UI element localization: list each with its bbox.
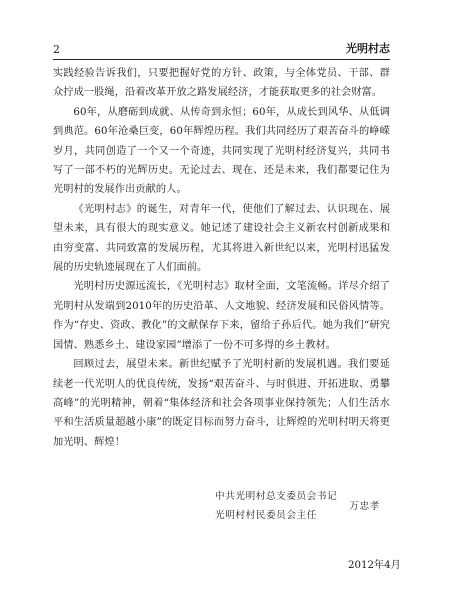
- preface-body: [53, 64, 390, 452]
- signature-date: 2012年4月: [348, 560, 401, 571]
- signatory-title-committee-director: 光明村村民委员会主任: [215, 510, 317, 521]
- paragraph-continuation: 实践经验告诉我们，只要把握好党的方针、政策，与全体党员、干部、群众拧成一股绳，沿着改革开放之路发展经济，才能获取更多的社会财富。: [53, 68, 390, 99]
- running-title: 光明村志: [346, 42, 390, 55]
- page-number: 2: [53, 43, 60, 56]
- paragraph-birth-of-gazetteer: 《光明村志》的诞生，对青年一代，使他们了解过去、认识现在、展望未来，具有很大的现实意义。她记述了建设社会主义新农村创新成果和由穷变富、共同致富的发展历程，尤其将进入新世纪以来，光明村迅猛发展的历史轨迹展现在了人们面前。: [53, 203, 390, 274]
- paragraph-outlook: 回顾过去，展望未来。新世纪赋予了光明村新的发展机遇。我们要延续老一代光明人的优良传统，发扬“艰苦奋斗、与时俱进、开拓进取、勇攀高峰”的光明精神，朝着“集体经济和社会各项事业保持领先；人们生活水平和生活质量超越小康”的既定目标而努力奋斗，让辉煌的光明村明天将更加光明、辉煌！: [53, 359, 390, 448]
- signatory-title-party-secretary: 中共光明村总支委员会书记: [215, 491, 338, 502]
- paragraph-history-content: 光明村历史源远流长，《光明村志》取材全面，文笔流畅。详尽介绍了光明村从发端到2010年的历史沿革、人文地貌、经济发展和民俗风情等。作为“存史、资政、教化”的文献保存下来，留给子孙后代。她为我们“研究国情、熟悉乡土、建设家园”增添了一份不可多得的乡土教材。: [53, 281, 390, 351]
- signature-block: [215, 487, 380, 525]
- page-header: [53, 38, 390, 60]
- paragraph-sixty-years: 60年，从磨砺到成就、从传奇到永恒；60年，从成长到风华、从低调到典范。60年沧桑巨变，60年辉煌历程。我们共同经历了艰苦奋斗的峥嵘岁月，共同创造了一个又一个奇迹，共同实现了光明村经济复兴，共同书写了一部不朽的光辉历史。无论过去、现在、还是未来，我们都要记住为光明村的发展作出贡献的人。: [53, 106, 390, 196]
- signatory-name: 万忠孝: [349, 500, 380, 512]
